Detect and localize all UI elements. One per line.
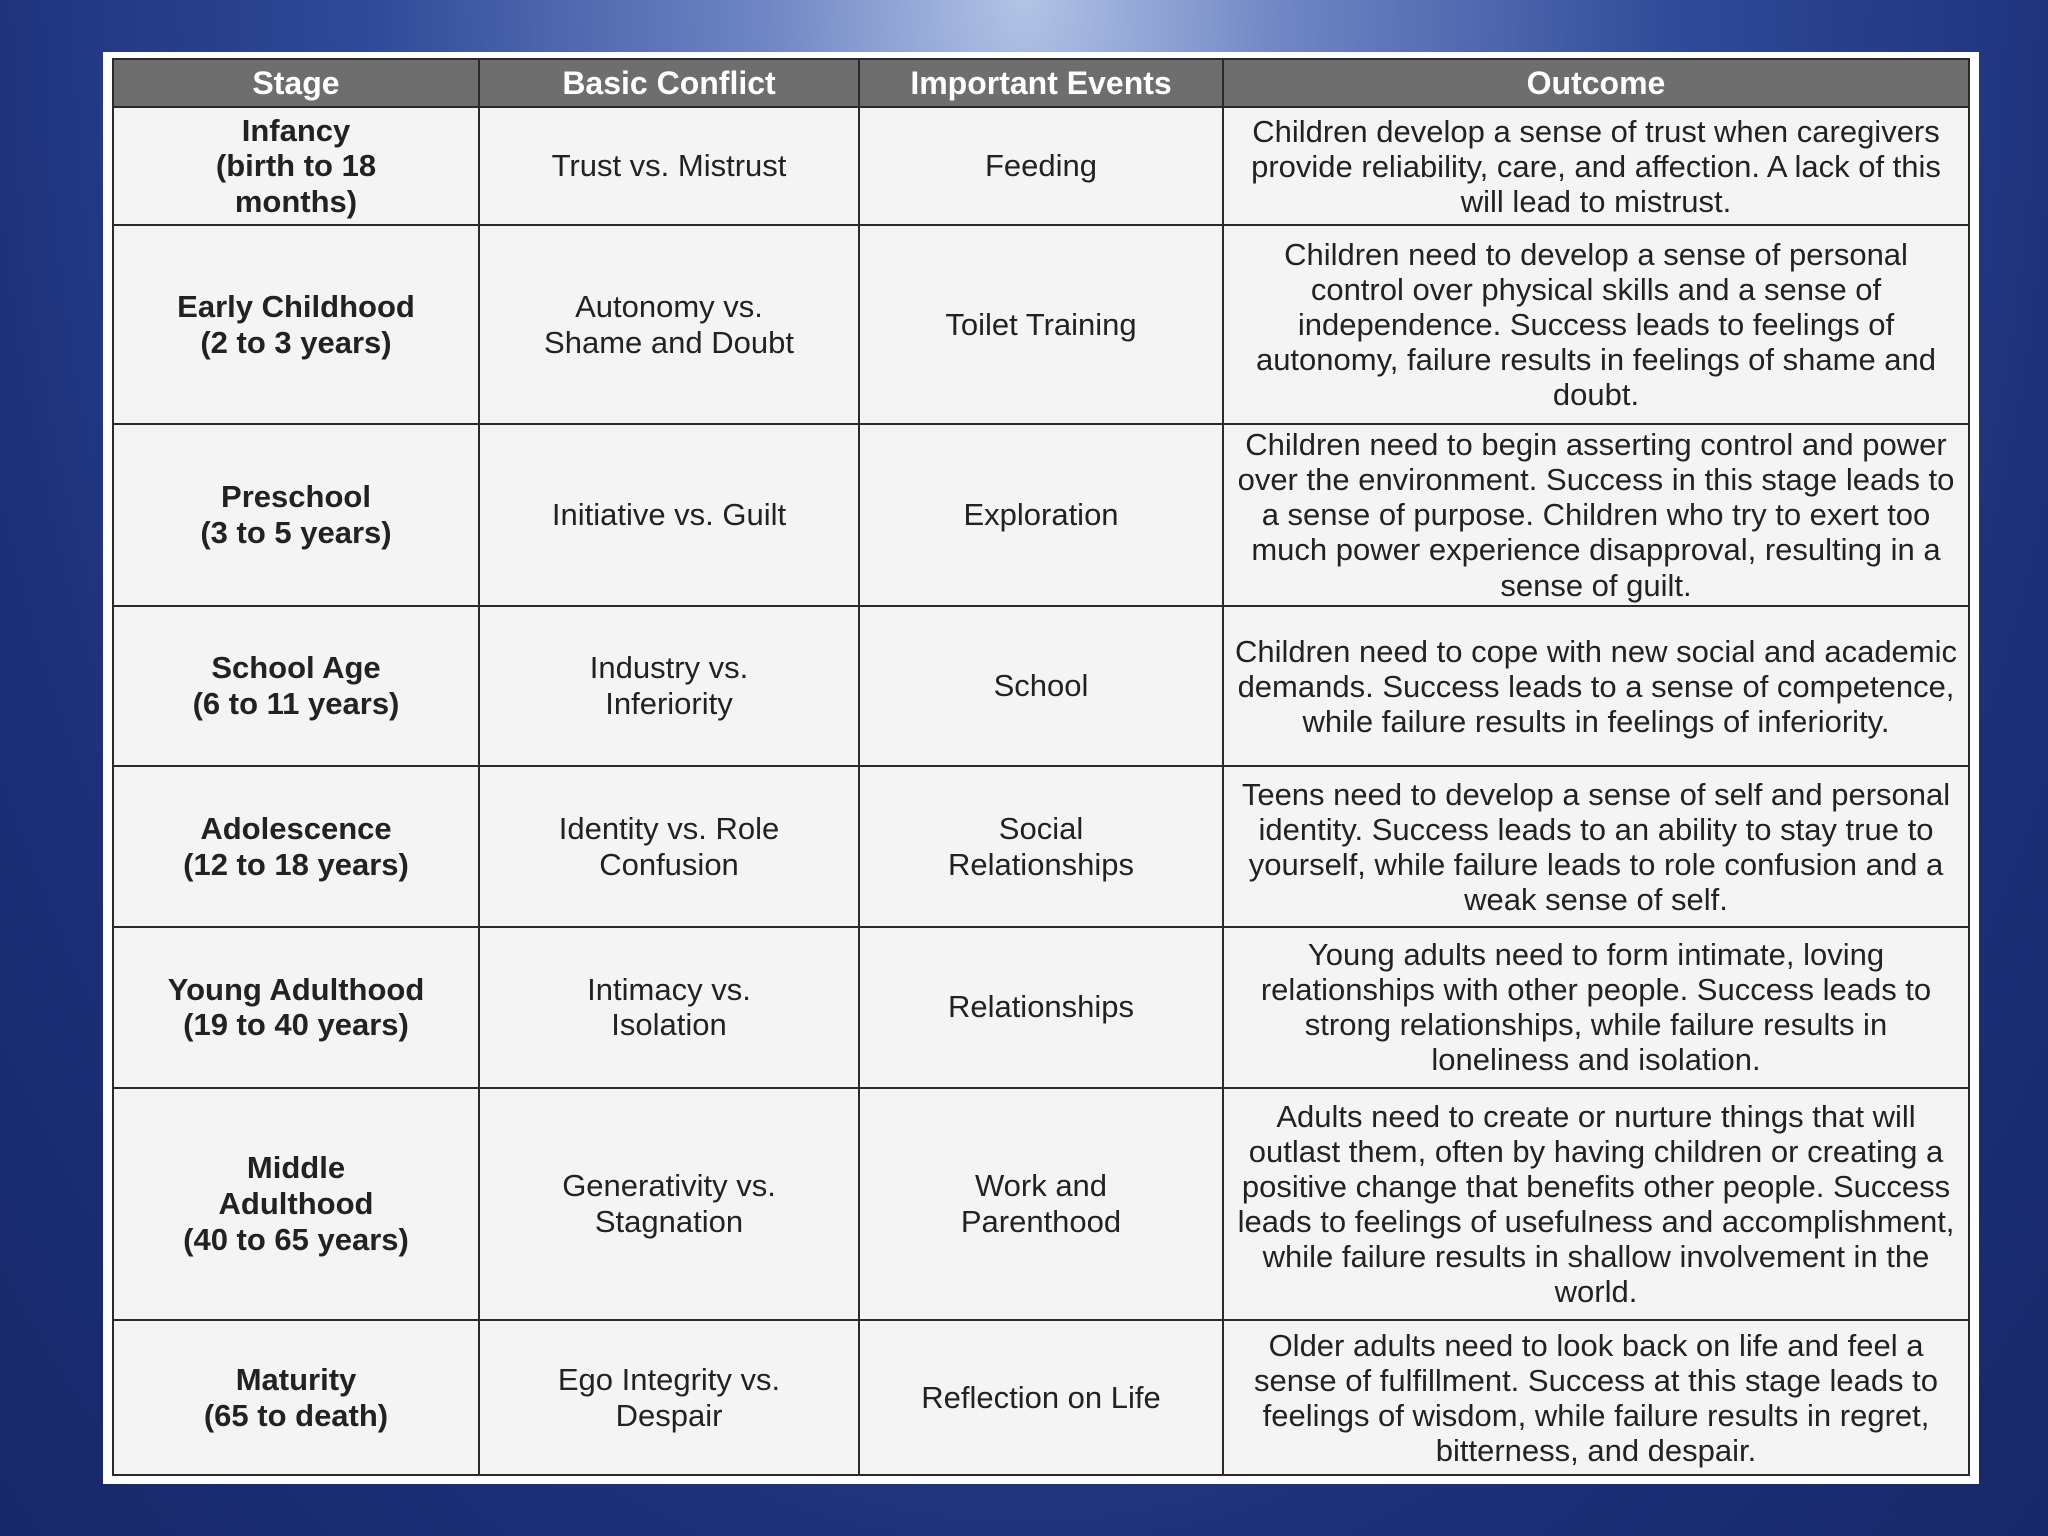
stage-cell: Maturity (65 to death) (113, 1320, 479, 1475)
outcome-cell: Children need to cope with new social and academic demands. Success leads to a sense of competence, while failure results in feelings of inferiority. (1223, 606, 1969, 767)
table-row (113, 1088, 1969, 1321)
conflict-cell: Intimacy vs. Isolation (479, 927, 859, 1088)
header-stage: Stage (113, 59, 479, 107)
events-cell: School (859, 606, 1223, 767)
events-cell: Toilet Training (859, 225, 1223, 424)
conflict-cell: Initiative vs. Guilt (479, 424, 859, 606)
events-cell: Relationships (859, 927, 1223, 1088)
header-important-events: Important Events (859, 59, 1223, 107)
table-row (113, 1320, 1969, 1475)
table-row (113, 107, 1969, 225)
events-cell: Exploration (859, 424, 1223, 606)
events-cell: Reflection on Life (859, 1320, 1223, 1475)
table-row (113, 927, 1969, 1088)
outcome-cell: Children need to develop a sense of personal control over physical skills and a sense of independence. Success leads to feelings of autonomy, failure results in feelings of shame and doubt. (1223, 225, 1969, 424)
outcome-cell: Children develop a sense of trust when caregivers provide reliability, care, and affection. A lack of this will lead to mistrust. (1223, 107, 1969, 225)
conflict-cell: Generativity vs. Stagnation (479, 1088, 859, 1321)
events-cell: Work and Parenthood (859, 1088, 1223, 1321)
stage-cell: Young Adulthood (19 to 40 years) (113, 927, 479, 1088)
table-row (113, 766, 1969, 927)
stage-cell: Middle Adulthood (40 to 65 years) (113, 1088, 479, 1321)
stage-cell: Adolescence (12 to 18 years) (113, 766, 479, 927)
conflict-cell: Trust vs. Mistrust (479, 107, 859, 225)
outcome-cell: Older adults need to look back on life and feel a sense of fulfillment. Success at this stage leads to feelings of wisdom, while failure results in regret, bitterness, and despair. (1223, 1320, 1969, 1475)
table-frame (103, 52, 1979, 1484)
outcome-cell: Adults need to create or nurture things that will outlast them, often by having children or creating a positive change that benefits other people. Success leads to feelings of usefulness and accomplishment, while failure results in shallow involvement in the world. (1223, 1088, 1969, 1321)
stage-cell: Preschool (3 to 5 years) (113, 424, 479, 606)
stage-cell: Infancy (birth to 18 months) (113, 107, 479, 225)
stages-table (112, 58, 1970, 1476)
conflict-cell: Identity vs. Role Confusion (479, 766, 859, 927)
events-cell: Social Relationships (859, 766, 1223, 927)
header-basic-conflict: Basic Conflict (479, 59, 859, 107)
outcome-cell: Young adults need to form intimate, loving relationships with other people. Success leads to strong relationships, while failure results in loneliness and isolation. (1223, 927, 1969, 1088)
table-row (113, 225, 1969, 424)
stage-cell: School Age (6 to 11 years) (113, 606, 479, 767)
outcome-cell: Teens need to develop a sense of self and personal identity. Success leads to an ability to stay true to yourself, while failure leads to role confusion and a weak sense of self. (1223, 766, 1969, 927)
conflict-cell: Industry vs. Inferiority (479, 606, 859, 767)
conflict-cell: Ego Integrity vs. Despair (479, 1320, 859, 1475)
table-row (113, 424, 1969, 606)
events-cell: Feeding (859, 107, 1223, 225)
conflict-cell: Autonomy vs. Shame and Doubt (479, 225, 859, 424)
outcome-cell: Children need to begin asserting control and power over the environment. Success in this stage leads to a sense of purpose. Children who try to exert too much power experience disapproval, resulting in a sense of guilt. (1223, 424, 1969, 606)
stage-cell: Early Childhood (2 to 3 years) (113, 225, 479, 424)
table-header-row (113, 59, 1969, 107)
table-row (113, 606, 1969, 767)
header-outcome: Outcome (1223, 59, 1969, 107)
